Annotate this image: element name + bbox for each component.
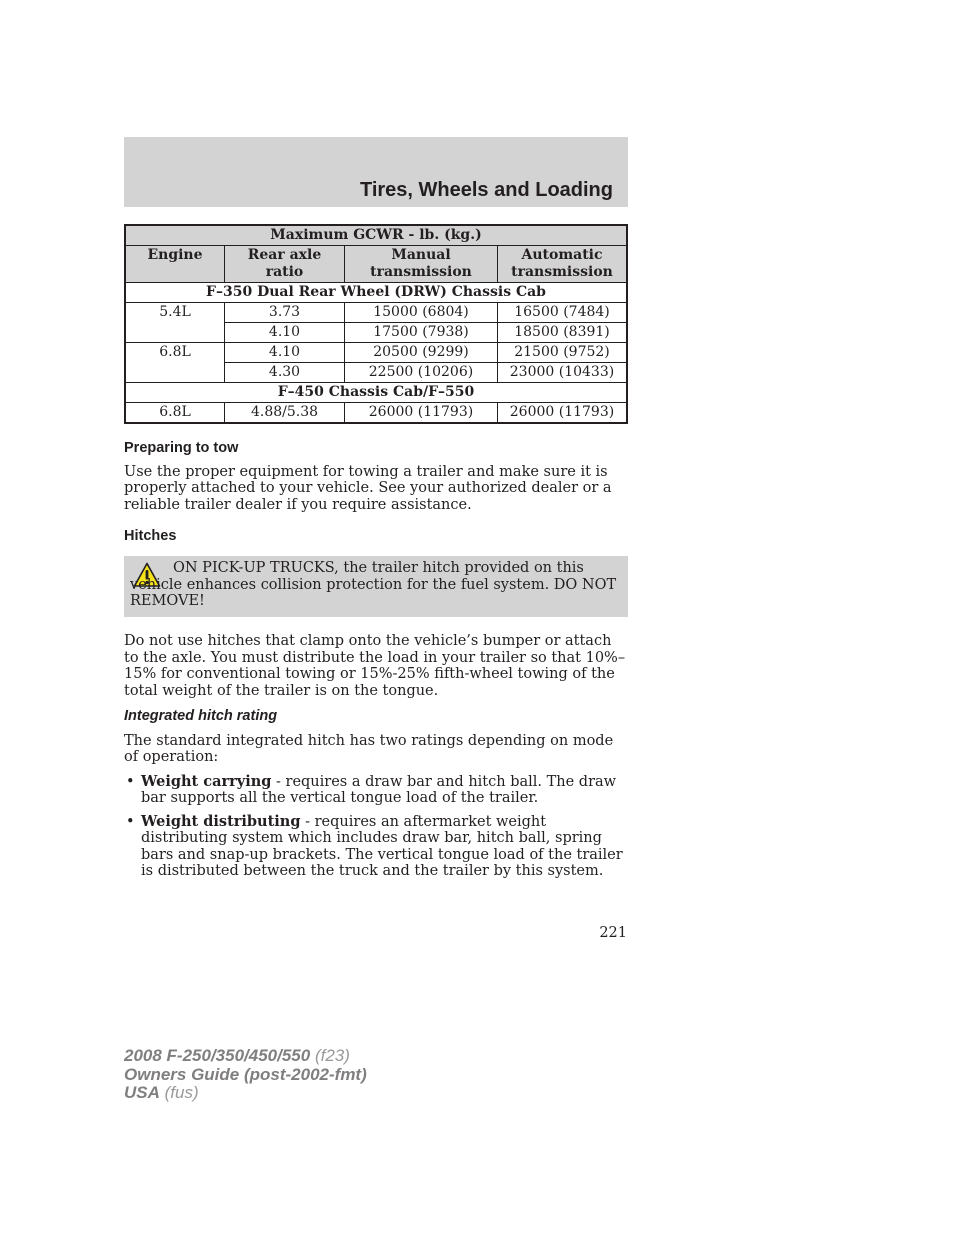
cell-engine: 6.8L <box>125 403 225 424</box>
bullet-text: - requires a draw bar and hitch ball. The draw bar supports all the vertical tongue load of the trailer. <box>141 773 617 806</box>
cell-auto: 16500 (7484) <box>498 303 628 323</box>
cell-auto: 21500 (9752) <box>498 343 628 363</box>
preparing-heading: Preparing to tow <box>124 440 239 456</box>
table-row <box>125 403 627 424</box>
preparing-body: Use the proper equipment for towing a trailer and make sure it is properly attached to your vehicle. See your authorized dealer or a reliable trailer dealer if you require assistance. <box>124 463 612 513</box>
bullet-term: Weight carrying <box>141 772 272 790</box>
table-row <box>125 303 627 323</box>
cell-ratio: 4.88/5.38 <box>225 403 345 424</box>
table-title: Maximum GCWR - lb. (kg.) <box>125 225 627 246</box>
footer-market-code: (fus) <box>164 1083 199 1102</box>
section-title: Tires, Wheels and Loading <box>359 179 613 201</box>
bullet-text: - requires an aftermarket weight distributing system which includes draw bar, hitch ball, spring bars and snap-up brackets. The vertical tongue load of the trailer is distributed between the truck and the trailer by this system. <box>141 813 623 879</box>
footer-model: 2008 F-250/350/450/550 <box>124 1046 311 1065</box>
cell-ratio: 4.10 <box>225 323 345 343</box>
hitches-body-wrap <box>124 633 628 699</box>
cell-engine: 5.4L <box>125 303 225 343</box>
col-header-automatic-transmission: Automatic transmission <box>498 246 628 283</box>
list-item <box>124 814 628 880</box>
cell-manual: 26000 (11793) <box>345 403 498 424</box>
page-number: 221 <box>599 925 627 941</box>
cell-engine: 6.8L <box>125 343 225 383</box>
gcwr-table <box>124 224 628 424</box>
col-header-manual-transmission: Manual transmission <box>345 246 498 283</box>
hitches-heading-wrap <box>124 528 628 545</box>
integrated-intro: The standard integrated hitch has two ratings depending on mode of operation: <box>124 732 614 765</box>
integrated-section <box>124 708 628 887</box>
table-section-f350: F–350 Dual Rear Wheel (DRW) Chassis Cab <box>125 283 627 303</box>
cell-manual: 15000 (6804) <box>345 303 498 323</box>
footer-market: USA <box>124 1083 160 1102</box>
cell-ratio: 3.73 <box>225 303 345 323</box>
integrated-heading: Integrated hitch rating <box>124 708 278 724</box>
footer <box>124 1047 367 1103</box>
cell-ratio: 4.10 <box>225 343 345 363</box>
section-header-band <box>124 137 628 207</box>
cell-auto: 23000 (10433) <box>498 363 628 383</box>
ratings-list <box>124 774 628 880</box>
cell-manual: 20500 (9299) <box>345 343 498 363</box>
warning-box <box>124 556 628 617</box>
warning-text: ON PICK-UP TRUCKS, the trailer hitch provided on this vehicle enhances collision protection for the fuel system. DO NOT REMOVE! <box>130 560 617 609</box>
cell-auto: 18500 (8391) <box>498 323 628 343</box>
col-header-engine: Engine <box>125 246 225 283</box>
cell-auto: 26000 (11793) <box>498 403 628 424</box>
bullet-term: Weight distributing <box>141 812 301 830</box>
hitches-heading: Hitches <box>124 528 177 544</box>
cell-manual: 22500 (10206) <box>345 363 498 383</box>
table-section-f450: F–450 Chassis Cab/F–550 <box>125 383 627 403</box>
cell-manual: 17500 (7938) <box>345 323 498 343</box>
list-item <box>124 774 628 807</box>
footer-model-code: (f23) <box>314 1046 350 1065</box>
table-row <box>125 343 627 363</box>
col-header-rear-axle-ratio: Rear axle ratio <box>225 246 345 283</box>
preparing-section <box>124 440 628 513</box>
hitches-body: Do not use hitches that clamp onto the vehicle’s bumper or attach to the axle. You must distribute the load in your trailer so that 10%–15% for conventional towing or 15%-25% fifth-wheel towing of the total weight of the trailer is on the tongue. <box>124 633 626 699</box>
footer-guide: Owners Guide (post-2002-fmt) <box>124 1064 367 1084</box>
cell-ratio: 4.30 <box>225 363 345 383</box>
